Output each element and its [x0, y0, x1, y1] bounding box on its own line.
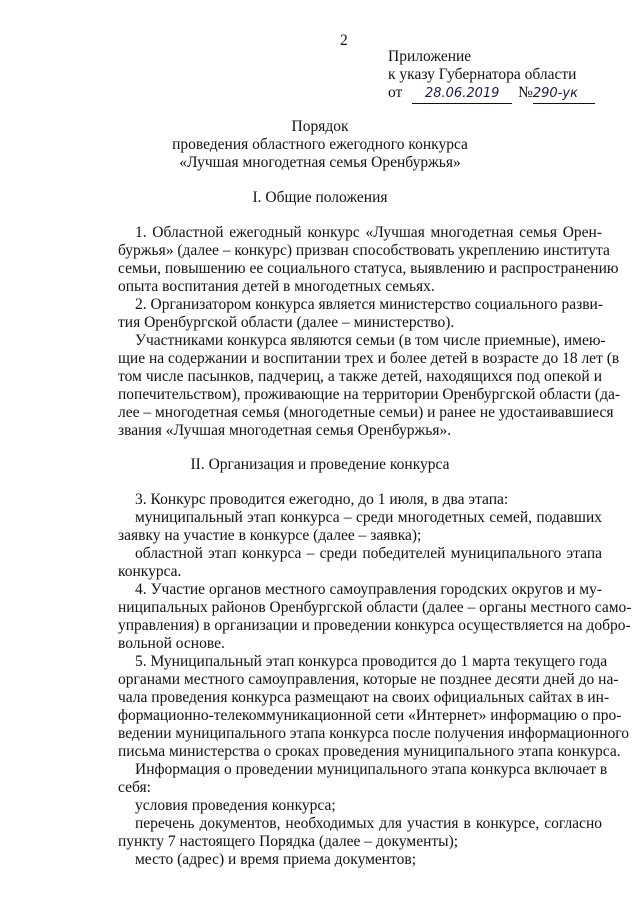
- paragraph-line: муниципальный этап конкурса – среди многодетных семей, подавших: [135, 509, 602, 526]
- page-number: 2: [340, 32, 348, 49]
- paragraph-line: 1. Областной ежегодный конкурс «Лучшая многодетная семья Орен-: [135, 224, 602, 241]
- paragraph-line: областной этап конкурса – среди победителей муниципального этапа: [135, 545, 602, 562]
- paragraph-line: формационно-телекоммуникационной сети «Интернет» информацию о про-: [118, 707, 622, 724]
- appendix-date-line: [388, 84, 595, 104]
- paragraph-line: Участниками конкурса являются семьи (в том числе приемные), имею-: [135, 332, 606, 349]
- paragraph-line: вольной основе.: [118, 635, 225, 652]
- paragraph-line: том числе пасынков, падчериц, а также детей, находящихся под опекой и: [118, 368, 602, 385]
- decree-number: 290-ук: [533, 85, 595, 104]
- contest-name: «Лучшая многодетная семья Оренбуржья»: [179, 154, 461, 171]
- paragraph-line: тия Оренбургской области (далее – министерство).: [118, 314, 455, 331]
- paragraph-line: управления) в организации и проведении конкурса осуществляется на добро-: [118, 617, 631, 634]
- paragraph-line: щие на содержании и воспитании трех и более детей в возрасте до 18 лет (в: [118, 350, 620, 367]
- paragraph-line: пункту 7 настоящего Порядка (далее – документы);: [118, 833, 459, 850]
- signed-date: 28.06.2019: [412, 85, 512, 104]
- paragraph-line: чала проведения конкурса размещают на своих официальных сайтах в ин-: [118, 689, 610, 706]
- paragraph-line: заявку на участие в конкурсе (далее – заявка);: [118, 527, 422, 544]
- section-1-heading: I. Общие положения: [252, 189, 388, 206]
- paragraph-line: органами местного самоуправления, которые не позднее десяти дней до на-: [118, 671, 619, 688]
- paragraph-line: 2. Организатором конкурса является министерство социального разви-: [135, 296, 604, 313]
- paragraph-line: письма министерства о сроках проведения муниципального этапа конкурса.: [118, 743, 621, 760]
- paragraph-line: 3. Конкурс проводится ежегодно, до 1 июля, в два этапа:: [135, 491, 509, 508]
- paragraph-line: ниципальных районов Оренбургской области (далее – органы местного само-: [118, 599, 632, 616]
- appendix-title: Приложение: [388, 48, 472, 65]
- doc-title: Порядок: [291, 118, 349, 135]
- appendix-reference: к указу Губернатора области: [388, 66, 577, 83]
- paragraph-line: условия проведения конкурса;: [135, 797, 336, 814]
- paragraph-line: попечительством), проживающие на территории Оренбургской области (да-: [118, 386, 621, 403]
- number-label: №: [518, 84, 533, 101]
- paragraph-line: ведении муниципального этапа конкурса после получения информационного: [118, 725, 629, 742]
- paragraph-line: перечень документов, необходимых для участия в конкурсе, согласно: [135, 815, 602, 832]
- paragraph-line: Информация о проведении муниципального этапа конкурса включает в: [135, 761, 608, 778]
- paragraph-line: буржья» (далее – конкурс) призван способствовать укреплению института: [118, 242, 610, 259]
- paragraph-line: место (адрес) и время приема документов;: [135, 851, 417, 868]
- paragraph-line: 5. Муниципальный этап конкурса проводится до 1 марта текущего года: [135, 653, 608, 670]
- section-2-heading: II. Организация и проведение конкурса: [190, 456, 450, 473]
- paragraph-line: звания «Лучшая многодетная семья Оренбуржья».: [118, 422, 452, 439]
- paragraph-line: лее – многодетная семья (многодетные семьи) и ранее не удостаивавшиеся: [118, 404, 614, 421]
- paragraph-line: конкурса.: [118, 563, 182, 580]
- paragraph-line: опыта воспитания детей в многодетных семьях.: [118, 278, 435, 295]
- paragraph-line: семьи, повышению ее социального статуса, выявлению и распространению: [118, 260, 619, 277]
- doc-subtitle: проведения областного ежегодного конкурса: [172, 136, 468, 153]
- from-label: от: [388, 84, 403, 101]
- paragraph-line: 4. Участие органов местного самоуправления городских округов и му-: [135, 581, 602, 598]
- paragraph-line: себя:: [118, 779, 151, 796]
